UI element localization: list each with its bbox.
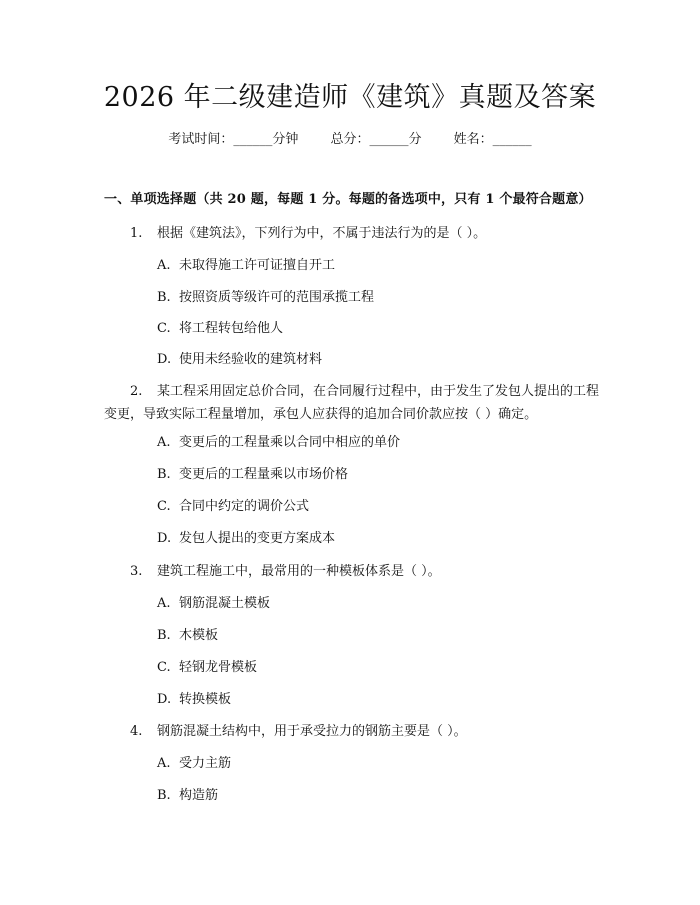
option-letter: B. [157, 467, 171, 482]
option-letter: B. [157, 788, 171, 803]
option-letter: C. [157, 660, 171, 675]
question-text: 某工程采用固定总价合同，在合同履行过程中，由于发生了发包人提出的工程变更，导致实际工程量增加，承包人应获得的追加合同价款应按（ ）确定。 [104, 384, 600, 422]
option-4b [157, 786, 218, 806]
question-3 [130, 562, 441, 582]
option-letter: C. [157, 499, 171, 514]
question-number: 3. [130, 564, 143, 579]
option-letter: A. [157, 258, 171, 273]
option-text: 木模板 [179, 628, 219, 643]
exam-info-line [0, 130, 700, 150]
page-title: 2026 年二级建造师《建筑》真题及答案 [103, 82, 597, 113]
question-text: 钢筋混凝土结构中，用于承受拉力的钢筋主要是（ ）。 [157, 724, 467, 739]
option-letter: A. [157, 596, 171, 611]
option-letter: B. [157, 628, 171, 643]
option-letter: A. [157, 435, 171, 450]
option-text: 受力主筋 [179, 756, 232, 771]
option-text: 按照资质等级许可的范围承揽工程 [179, 290, 375, 305]
option-1a [157, 256, 335, 276]
option-text: 构造筋 [179, 788, 219, 803]
question-number: 1. [130, 226, 143, 241]
option-text: 轻钢龙骨模板 [179, 660, 258, 675]
option-3c [157, 658, 257, 678]
question-number: 4. [130, 724, 143, 739]
option-letter: D. [157, 692, 172, 707]
option-2c [157, 497, 309, 517]
option-2d [157, 529, 335, 549]
option-text: 未取得施工许可证擅自开工 [179, 258, 336, 273]
total-score-field: 总分：______分 [330, 132, 422, 147]
question-text: 根据《建筑法》，下列行为中，不属于违法行为的是（ ）。 [157, 226, 487, 241]
question-text: 建筑工程施工中，最常用的一种模板体系是（ ）。 [157, 564, 441, 579]
option-text: 将工程转包给他人 [179, 321, 284, 336]
option-1b [157, 288, 374, 308]
name-field: 姓名：______ [453, 132, 532, 147]
option-letter: D. [157, 352, 172, 367]
option-text: 变更后的工程量乘以合同中相应的单价 [179, 435, 401, 450]
option-text: 转换模板 [179, 692, 232, 707]
question-4 [130, 722, 467, 742]
option-letter: A. [157, 756, 171, 771]
option-text: 合同中约定的调价公式 [179, 499, 310, 514]
option-2b [157, 465, 348, 485]
option-1c [157, 319, 283, 339]
option-letter: B. [157, 290, 171, 305]
question-number: 2. [130, 384, 143, 399]
question-1 [130, 224, 486, 244]
section-heading: 一、单项选择题（共 20 题，每题 1 分。每题的备选项中，只有 1 个最符合题意） [104, 192, 592, 207]
option-3b [157, 626, 218, 646]
option-text: 使用未经验收的建筑材料 [179, 352, 323, 367]
option-3d [157, 690, 231, 710]
option-4a [157, 754, 231, 774]
option-1d [157, 350, 322, 370]
option-text: 变更后的工程量乘以市场价格 [179, 467, 349, 482]
option-text: 发包人提出的变更方案成本 [179, 531, 336, 546]
question-2 [104, 380, 604, 426]
option-text: 钢筋混凝土模板 [179, 596, 271, 611]
option-letter: C. [157, 321, 171, 336]
exam-time-field: 考试时间：______分钟 [168, 132, 299, 147]
option-2a [157, 433, 400, 453]
option-3a [157, 594, 270, 614]
option-letter: D. [157, 531, 172, 546]
